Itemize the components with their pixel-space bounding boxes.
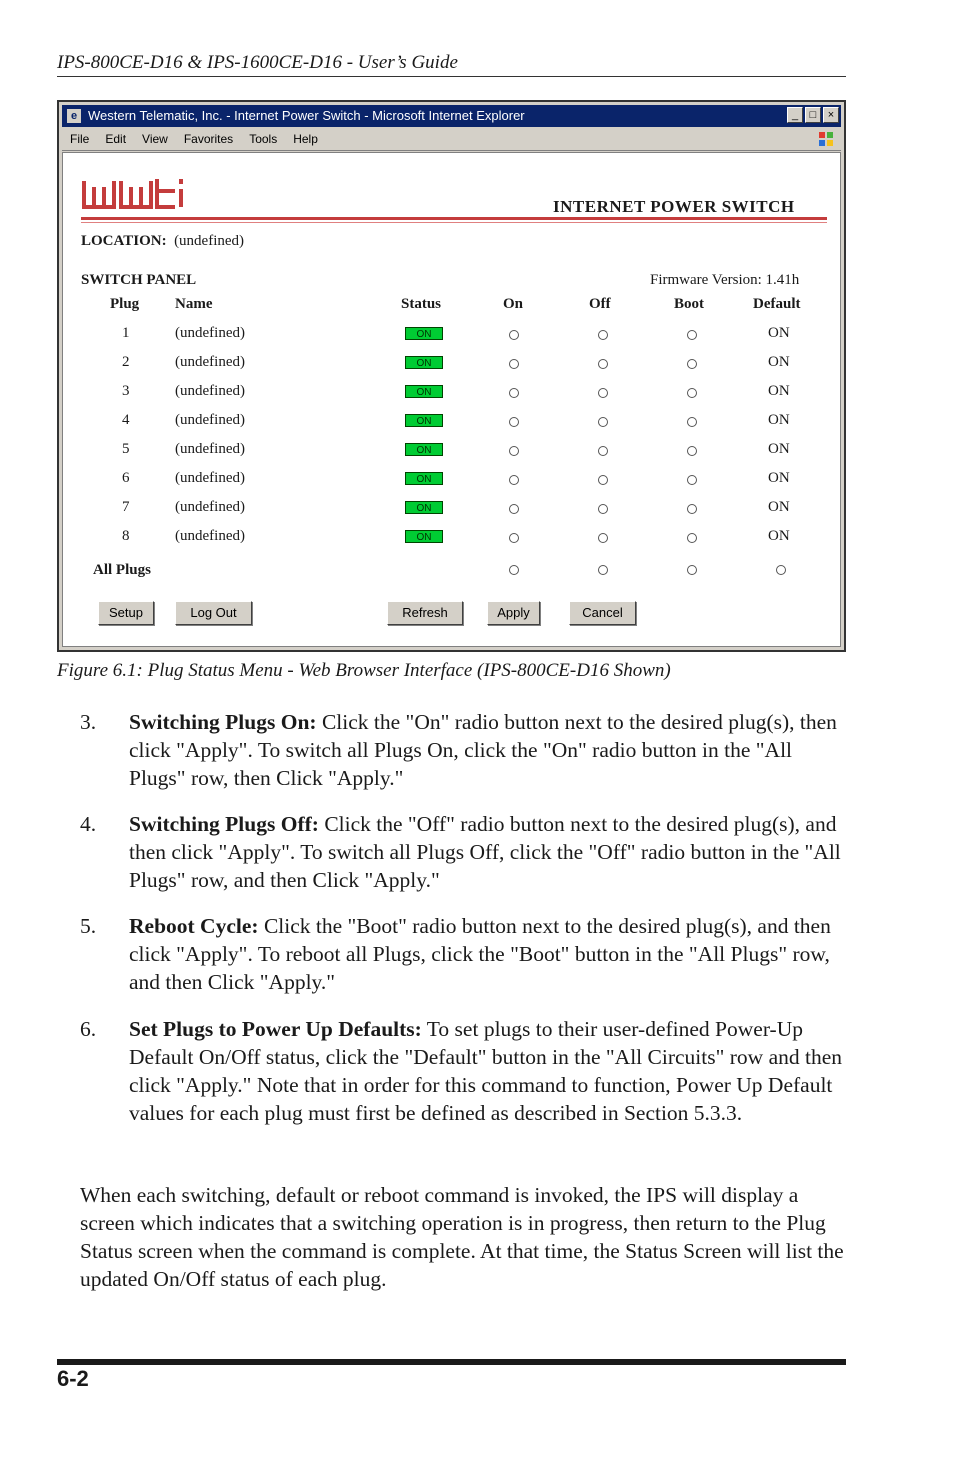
menu-bar: [62, 128, 841, 151]
plug-number: 2: [122, 354, 130, 370]
switch-panel-title: SWITCH PANEL: [81, 272, 197, 288]
all-plugs-off-radio[interactable]: [598, 565, 608, 575]
plug-name: (undefined): [175, 528, 245, 544]
col-off: Off: [589, 296, 611, 312]
ie-icon: e: [67, 109, 81, 123]
col-on: On: [503, 296, 524, 312]
plug-on-radio[interactable]: [509, 475, 519, 485]
plug-boot-radio[interactable]: [687, 504, 697, 514]
plug-status-indicator: ON: [405, 385, 443, 398]
plug-number: 8: [122, 528, 130, 544]
plug-status-indicator: ON: [405, 327, 443, 340]
all-plugs-default-radio[interactable]: [776, 565, 786, 575]
step-text: Click the "Off" radio button next to the desired plug(s), and then click "Apply". To switch all Plugs Off, click the "Off" radio button in the "All Plugs" row, and then Click "Apply.": [129, 812, 841, 892]
footer-rule: [57, 1359, 846, 1365]
plug-default: ON: [768, 383, 790, 399]
plug-number: 4: [122, 412, 130, 428]
plug-name: (undefined): [175, 383, 245, 399]
step-text: Click the "Boot" radio button next to the desired plug(s), and then click "Apply". To reboot all Plugs, click the "Boot" button in the "All Plugs" row, and then Click "Apply.": [129, 914, 831, 994]
plug-off-radio[interactable]: [598, 446, 608, 456]
plug-off-radio[interactable]: [598, 330, 608, 340]
plug-number: 5: [122, 441, 130, 457]
plug-default: ON: [768, 412, 790, 428]
plug-off-radio[interactable]: [598, 359, 608, 369]
plug-on-radio[interactable]: [509, 388, 519, 398]
plug-boot-radio[interactable]: [687, 446, 697, 456]
browser-screenshot: [57, 100, 846, 652]
plug-off-radio[interactable]: [598, 475, 608, 485]
plug-boot-radio[interactable]: [687, 330, 697, 340]
menu-help[interactable]: Help: [293, 132, 318, 146]
menu-tools[interactable]: Tools: [249, 132, 278, 146]
step-title: Switching Plugs On:: [129, 710, 317, 734]
step-number: 3.: [80, 710, 97, 734]
plug-default: ON: [768, 354, 790, 370]
window-titlebar: [62, 105, 841, 127]
plug-name: (undefined): [175, 441, 245, 457]
plug-default: ON: [768, 325, 790, 341]
plug-status-indicator: ON: [405, 356, 443, 369]
plug-on-radio[interactable]: [509, 446, 519, 456]
minimize-button[interactable]: _: [787, 107, 803, 123]
firmware-version: Firmware Version: 1.41h: [650, 272, 800, 288]
plug-status-indicator: ON: [405, 443, 443, 456]
step-number: 5.: [80, 914, 97, 938]
step-number: 4.: [80, 812, 97, 836]
plug-off-radio[interactable]: [598, 417, 608, 427]
setup-button[interactable]: Setup: [98, 601, 154, 625]
location-line: [81, 233, 244, 250]
refresh-button[interactable]: Refresh: [387, 601, 463, 625]
page-heading: INTERNET POWER SWITCH: [553, 197, 795, 216]
menu-edit[interactable]: Edit: [105, 132, 127, 146]
plug-default: ON: [768, 470, 790, 486]
col-default: Default: [753, 296, 801, 312]
step-title: Reboot Cycle:: [129, 914, 259, 938]
plug-boot-radio[interactable]: [687, 359, 697, 369]
plug-boot-radio[interactable]: [687, 475, 697, 485]
plug-off-radio[interactable]: [598, 388, 608, 398]
svg-text:wti: wti: [81, 175, 83, 176]
plug-off-radio[interactable]: [598, 533, 608, 543]
heading-rule: [81, 217, 827, 220]
plug-status-indicator: ON: [405, 501, 443, 514]
step-text: To set plugs to their user-defined Power-Up Default On/Off status, click the "Default" button in the "All Circuits" row and then click "Apply." Note that in order for this command to function, Power Up Default values for each plug must first be defined as described in Section 5.3.3.: [129, 1017, 843, 1125]
plug-name: (undefined): [175, 354, 245, 370]
menu-view[interactable]: View: [142, 132, 168, 146]
wti-logo: [81, 175, 193, 215]
menu-favorites[interactable]: Favorites: [183, 132, 234, 146]
figure-caption: Figure 6.1: Plug Status Menu - Web Browser Interface (IPS-800CE-D16 Shown): [57, 660, 671, 681]
web-page-content: [62, 152, 841, 647]
step-title: Set Plugs to Power Up Defaults:: [129, 1017, 422, 1041]
all-plugs-on-radio[interactable]: [509, 565, 519, 575]
plug-off-radio[interactable]: [598, 504, 608, 514]
header-rule: [57, 76, 846, 77]
plug-boot-radio[interactable]: [687, 533, 697, 543]
all-plugs-label: All Plugs: [93, 562, 151, 578]
heading-rule-thin: [81, 222, 827, 223]
plug-status-indicator: ON: [405, 530, 443, 543]
plug-name: (undefined): [175, 412, 245, 428]
plug-default: ON: [768, 441, 790, 457]
plug-name: (undefined): [175, 325, 245, 341]
menu-file[interactable]: File: [70, 132, 90, 146]
plug-number: 3: [122, 383, 130, 399]
page-number: 6-2: [57, 1366, 89, 1391]
close-button[interactable]: ×: [823, 107, 839, 123]
window-title: Western Telematic, Inc. - Internet Power Switch - Microsoft Internet Explorer: [88, 108, 525, 123]
plug-boot-radio[interactable]: [687, 388, 697, 398]
plug-number: 6: [122, 470, 130, 486]
plug-status-indicator: ON: [405, 472, 443, 485]
plug-default: ON: [768, 528, 790, 544]
plug-on-radio[interactable]: [509, 504, 519, 514]
plug-default: ON: [768, 499, 790, 515]
apply-button[interactable]: Apply: [487, 601, 540, 625]
plug-on-radio[interactable]: [509, 330, 519, 340]
plug-number: 7: [122, 499, 130, 515]
plug-boot-radio[interactable]: [687, 417, 697, 427]
running-header: IPS-800CE-D16 & IPS-1600CE-D16 - User’s Guide: [57, 52, 458, 73]
plug-name: (undefined): [175, 499, 245, 515]
cancel-button[interactable]: Cancel: [569, 601, 636, 625]
step-text: Click the "On" radio button next to the desired plug(s), then click "Apply". To switch all Plugs On, click the "On" radio button in the "All Plugs" row, then Click "Apply.": [129, 710, 837, 790]
location-value: (undefined): [174, 233, 245, 249]
plug-on-radio[interactable]: [509, 417, 519, 427]
location-label: LOCATION:: [81, 233, 167, 249]
plug-on-radio[interactable]: [509, 359, 519, 369]
col-name: Name: [175, 296, 213, 312]
col-plug: Plug: [110, 296, 140, 312]
plug-name: (undefined): [175, 470, 245, 486]
step-number: 6.: [80, 1017, 97, 1041]
col-boot: Boot: [674, 296, 704, 312]
logout-button[interactable]: Log Out: [175, 601, 252, 625]
col-status: Status: [401, 296, 442, 312]
body-paragraph: When each switching, default or reboot command is invoked, the IPS will display a screen which indicates that a switching operation is in progress, then return to the Plug Status screen when the command is complete. At that time, the Status Screen will list the updated On/Off status of each plug.: [80, 1183, 844, 1291]
maximize-button[interactable]: □: [805, 107, 821, 123]
step-title: Switching Plugs Off:: [129, 812, 319, 836]
plug-number: 1: [122, 325, 130, 341]
plug-on-radio[interactable]: [509, 533, 519, 543]
all-plugs-boot-radio[interactable]: [687, 565, 697, 575]
windows-flag-icon: [817, 130, 835, 148]
plug-status-indicator: ON: [405, 414, 443, 427]
